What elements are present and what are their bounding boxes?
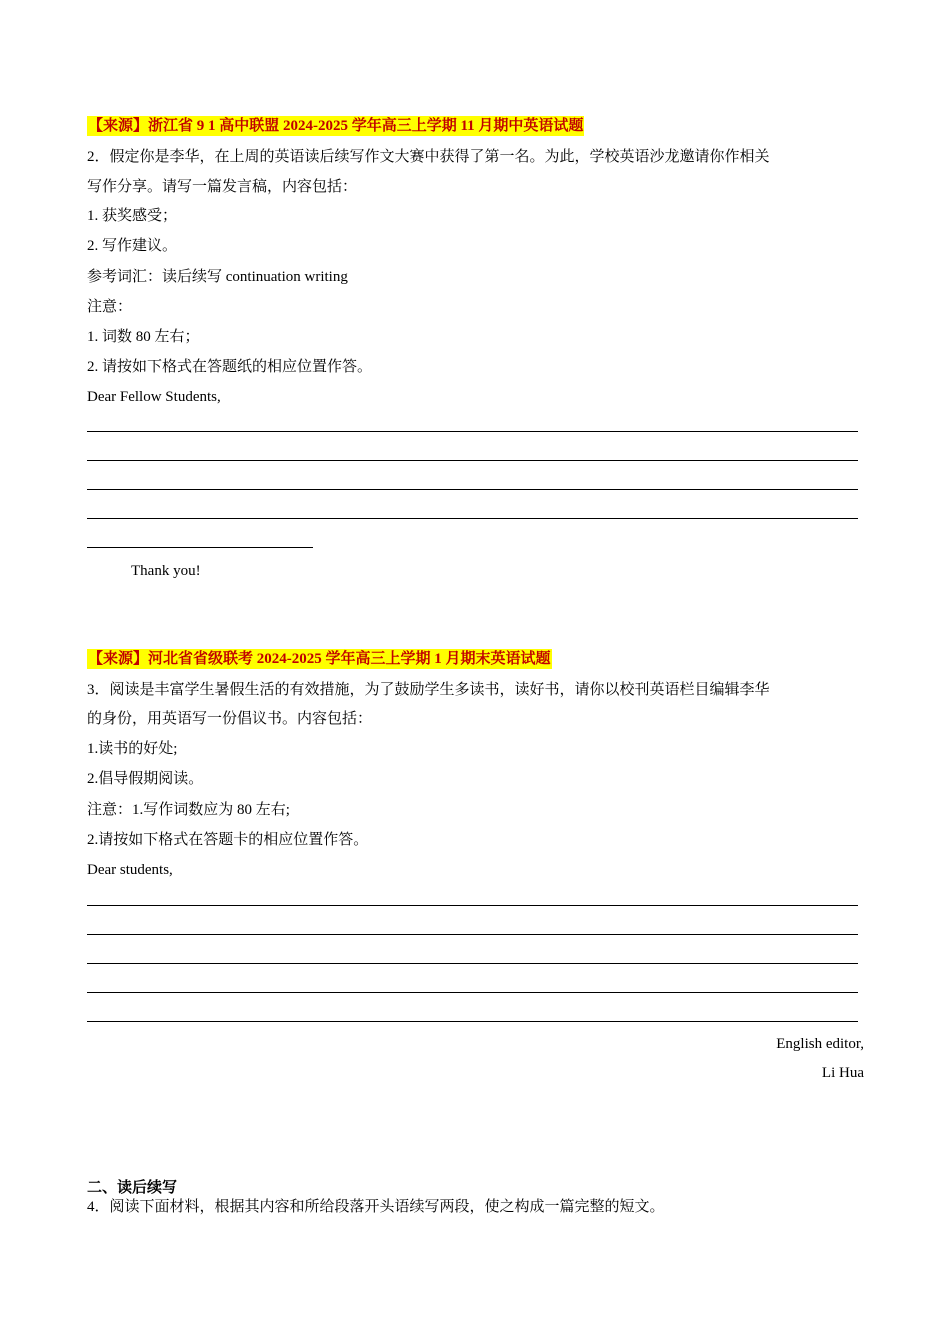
q3-signature-title: English editor, xyxy=(776,1036,864,1052)
q3-point-2: 2.倡导假期阅读。 xyxy=(87,771,204,787)
q3-note-2: 2.请按如下格式在答题卡的相应位置作答。 xyxy=(87,832,369,848)
answer-line xyxy=(87,1021,858,1022)
answer-line xyxy=(87,963,858,964)
q2-salutation: Dear Fellow Students, xyxy=(87,389,221,405)
answer-line xyxy=(87,905,858,906)
answer-line-short xyxy=(87,547,313,548)
q3-point-1: 1.读书的好处; xyxy=(87,741,178,757)
q2-prompt-line2: 写作分享。请写一篇发言稿，内容包括： xyxy=(87,179,358,195)
q2-note-2: 2. 请按如下格式在答题纸的相应位置作答。 xyxy=(87,359,373,375)
q2-prompt-line1: 2．假定你是李华，在上周的英语读后续写作文大赛中获得了第一名。为此，学校英语沙龙邀请你作相关 xyxy=(87,149,770,165)
answer-line xyxy=(87,992,858,993)
q2-notes-title: 注意： xyxy=(87,299,133,315)
q3-salutation: Dear students, xyxy=(87,862,173,878)
q2-vocab: 参考词汇：读后续写 continuation writing xyxy=(87,269,348,285)
q2-closing: Thank you! xyxy=(131,563,201,579)
answer-line xyxy=(87,431,858,432)
q3-source-label: 【来源】河北省省级联考 2024-2025 学年高三上学期 1 月期末英语试题 xyxy=(88,651,551,667)
section-heading: 二、读后续写 xyxy=(87,1179,178,1196)
answer-line xyxy=(87,460,858,461)
answer-line xyxy=(87,934,858,935)
q3-prompt-line1: 3．阅读是丰富学生暑假生活的有效措施，为了鼓励学生多读书，读好书，请你以校刊英语栏目编辑李华 xyxy=(87,682,770,698)
q3-note-1: 注意：1.写作词数应为 80 左右; xyxy=(87,802,290,818)
answer-line xyxy=(87,518,858,519)
answer-line xyxy=(87,489,858,490)
q3-prompt-line2: 的身份，用英语写一份倡议书。内容包括： xyxy=(87,711,373,727)
q2-point-1: 1. 获奖感受； xyxy=(87,208,178,224)
q3-signature-name: Li Hua xyxy=(821,1065,864,1081)
q4-prompt: 4．阅读下面材料，根据其内容和所给段落开头语续写两段，使之构成一篇完整的短文。 xyxy=(87,1199,665,1215)
q2-source-label: 【来源】浙江省 9 1 高中联盟 2024-2025 学年高三上学期 11 月期中英语试题 xyxy=(88,118,584,134)
q2-note-1: 1. 词数 80 左右； xyxy=(87,329,200,345)
q2-point-2: 2. 写作建议。 xyxy=(87,238,178,254)
